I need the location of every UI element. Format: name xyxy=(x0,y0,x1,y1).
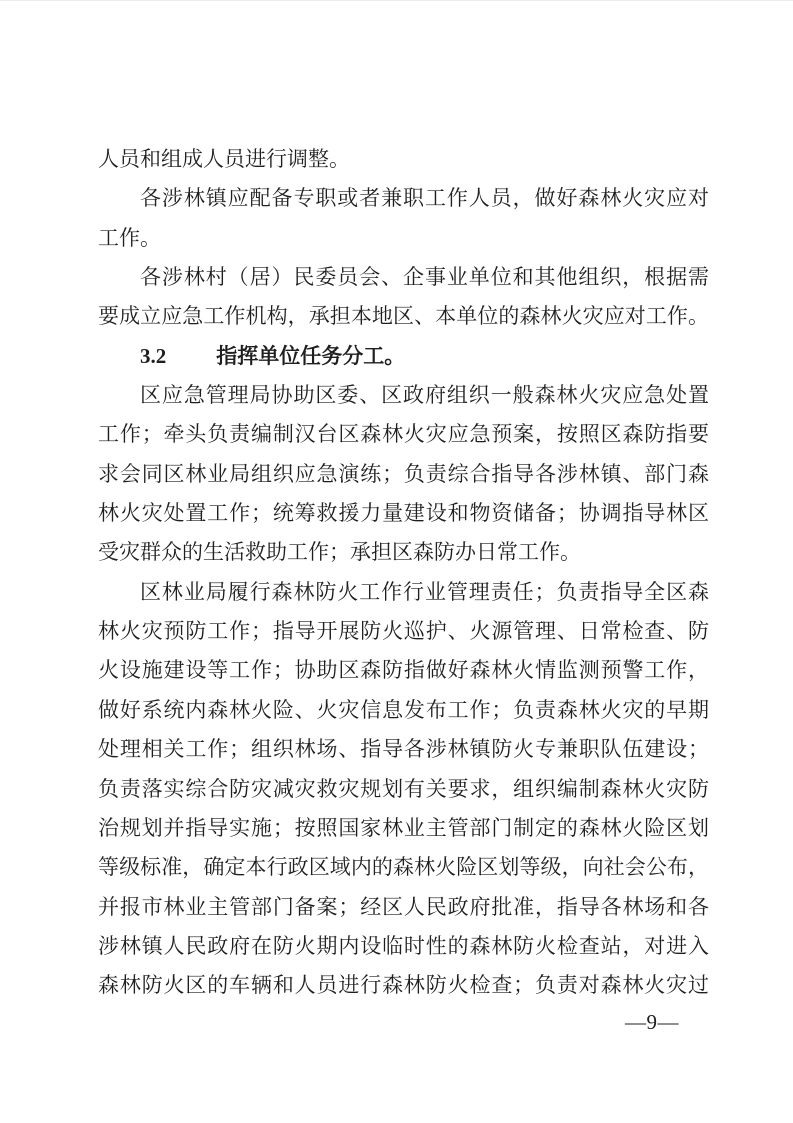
section-title: 指挥单位任务分工。 xyxy=(216,343,406,368)
text-line: 受灾群众的生活救助工作；承担区森防办日常工作。 xyxy=(98,540,581,565)
text-line: 森林防火区的车辆和人员进行森林防火检查；负责对森林火灾过 xyxy=(98,973,709,998)
text-line: 林火灾处置工作；统筹救援力量建设和物资储备；协调指导林区 xyxy=(98,501,709,526)
text-line: 各涉林村（居）民委员会、企事业单位和其他组织，根据需 xyxy=(140,265,709,290)
text-line: 负责落实综合防灾减灾救灾规划有关要求，组织编制森林火灾防 xyxy=(98,776,709,801)
page-number: —9— xyxy=(625,1010,679,1034)
text-line: 涉林镇人民政府在防火期内设临时性的森林防火检查站，对进入 xyxy=(98,933,709,958)
text-line: 各涉林镇应配备专职或者兼职工作人员，做好森林火灾应对 xyxy=(140,186,709,211)
text-line: 火设施建设等工作；协助区森防指做好森林火情监测预警工作， xyxy=(98,658,709,683)
text-line: 求会同区林业局组织应急演练；负责综合指导各涉林镇、部门森 xyxy=(98,461,709,486)
text-line: 林火灾预防工作；指导开展防火巡护、火源管理、日常检查、防 xyxy=(98,619,709,644)
text-line: 区林业局履行森林防火工作行业管理责任；负责指导全区森 xyxy=(140,579,709,604)
text-line: 工作。 xyxy=(98,225,161,250)
text-line: 并报市林业主管部门备案；经区人民政府批准，指导各林场和各 xyxy=(98,894,709,919)
text-line: 治规划并指导实施；按照国家林业主管部门制定的森林火险区划 xyxy=(98,815,709,840)
text-line: 做好系统内森林火险、火灾信息发布工作；负责森林火灾的早期 xyxy=(98,697,709,722)
text-line: 处理相关工作；组织林场、指导各涉林镇防火专兼职队伍建设； xyxy=(98,737,709,762)
document-body xyxy=(98,140,709,1006)
text-line: 人员和组成人员进行调整。 xyxy=(98,147,350,171)
text-line: 区应急管理局协助区委、区政府组织一般森林火灾应急处置 xyxy=(140,383,709,408)
section-heading xyxy=(98,337,709,376)
text-line: 工作；牵头负责编制汉台区森林火灾应急预案，按照区森防指要 xyxy=(98,422,709,447)
text-line: 要成立应急工作机构，承担本地区、本单位的森林火灾应对工作。 xyxy=(98,304,709,329)
text-line: 等级标准，确定本行政区域内的森林火险区划等级，向社会公布， xyxy=(98,855,709,880)
section-number: 3.2 xyxy=(140,343,167,368)
